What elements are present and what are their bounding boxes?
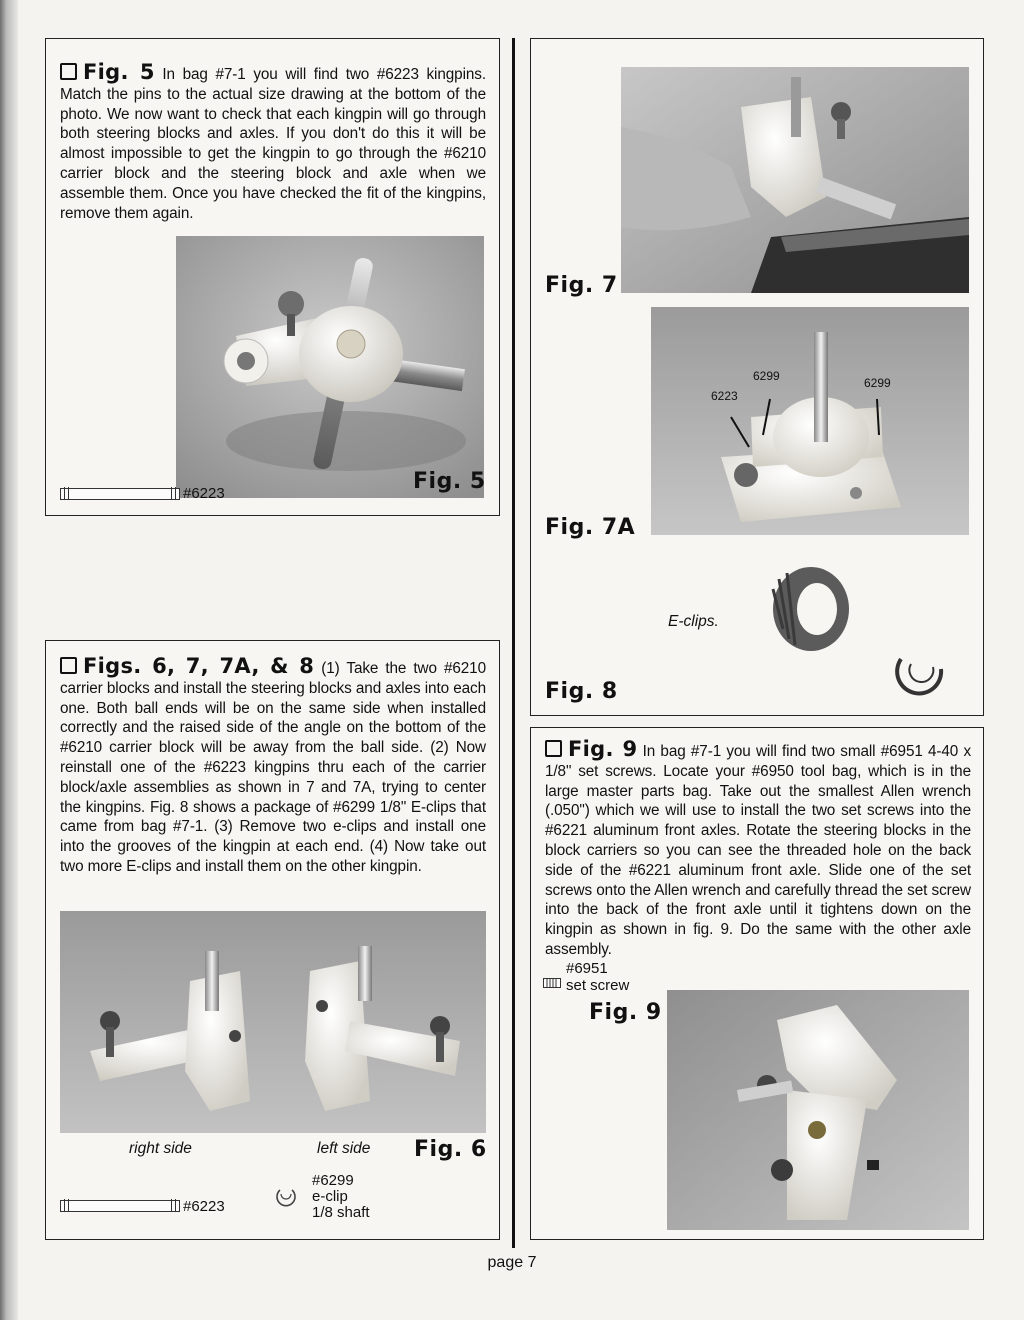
figs678-text: (1) Take the two #6210 carrier blocks and install the steering blocks and axles into each one. Both ball ends will be on the same side when installed correctly and the raised side of the angle on the bottom of the #6210 carrier block will be away from the ball side. (2) Now reinstall one of the #6223 kingpins thru each of the carrier block/axle assemblies as shown in 7 and 7A, trying to center the kingpins. Fig. 8 shows a package of #6299 1/8" E-clips that came from bag #7-1. (3) Remove two e-clips and install one into the grooves of the kingpin at each end. (4) Now take out two more E-clips and install them on the other kingpin.	[60, 660, 486, 875]
figs678-paragraph	[60, 654, 486, 877]
book-spine-shadow	[0, 0, 18, 1320]
fig5-heading: Fig. 5	[83, 60, 155, 84]
fig8-photo	[741, 549, 973, 709]
fig6-part-label: #6223	[183, 1198, 225, 1215]
fig6-photo	[60, 911, 486, 1133]
fig5-paragraph	[60, 60, 486, 223]
set-screw-icon	[543, 975, 561, 985]
callout-6223: 6223	[711, 389, 738, 403]
fig7a-photo	[651, 307, 969, 535]
fig6-label: Fig. 6	[414, 1137, 487, 1162]
eclip-label	[312, 1173, 370, 1221]
caption-right-side: right side	[129, 1140, 192, 1157]
figs7-8-box	[530, 38, 984, 716]
eclip-line-2: e-clip	[312, 1188, 348, 1205]
figs678-box	[45, 640, 500, 1240]
fig7a-label: Fig. 7A	[545, 515, 636, 540]
fig9-heading: Fig. 9	[568, 737, 638, 761]
figs678-heading: Figs. 6, 7, 7A, & 8	[83, 654, 315, 678]
set-screw-label	[566, 960, 629, 994]
eclips-caption: E-clips.	[668, 613, 719, 630]
fig5-label: Fig. 5	[413, 469, 486, 494]
set-screw-line-1: #6951	[566, 960, 608, 977]
fig5-checkbox[interactable]	[60, 63, 77, 80]
fig9-paragraph	[545, 737, 972, 960]
callout-6299-b: 6299	[864, 376, 891, 390]
page-number: page 7	[487, 1254, 537, 1271]
callout-6299-a: 6299	[753, 369, 780, 383]
fig5-text: In bag #7-1 you will find two #6223 kingpins. Match the pins to the actual size drawing at the bottom of the photo. We now want to check that each kingpin will go through both steering blocks and axles. If you don't do this it will be almost impossible to get the kingpin to go through the #6210 carrier block and the steering block and axle when we assemble them. Once you have checked the fit of the kingpins, remove them again.	[60, 66, 486, 222]
fig7-label: Fig. 7	[545, 273, 618, 298]
figs678-checkbox[interactable]	[60, 657, 77, 674]
kingpin-actual-size-drawing	[60, 488, 180, 500]
caption-left-side: left side	[317, 1140, 371, 1157]
column-divider	[512, 38, 515, 1248]
kingpin-actual-size-drawing-2	[60, 1200, 180, 1212]
eclip-line-3: 1/8 shaft	[312, 1204, 370, 1221]
fig9-text: In bag #7-1 you will find two small #6951 4-40 x 1/8" set screws. Locate your #6950 tool bag, which is in the large master parts bag. Take out the smallest Allen wrench (.050") which we will use to install the two set screws into the #6221 aluminum front axles. Rotate the steering blocks in the block carriers so you can see the threaded hole on the back side of the #6221 aluminum front axle. Slide one of the set screws onto the Allen wrench and carefully thread the set screw into the back of the front axle until it tightens down on the kingpin as shown in fig. 9. Do the same with the other axle assembly.	[545, 743, 972, 958]
fig8-label: Fig. 8	[545, 679, 618, 704]
fig9-photo	[667, 990, 969, 1230]
fig5-box	[45, 38, 500, 516]
fig9-label: Fig. 9	[589, 1000, 662, 1025]
eclip-icon	[274, 1184, 298, 1210]
eclip-line-1: #6299	[312, 1172, 354, 1189]
fig5-part-label: #6223	[183, 485, 225, 502]
fig7-photo	[621, 67, 969, 293]
set-screw-line-2: set screw	[566, 977, 630, 994]
fig9-checkbox[interactable]	[545, 740, 562, 757]
fig5-photo	[176, 236, 484, 498]
fig9-box	[530, 727, 984, 1240]
